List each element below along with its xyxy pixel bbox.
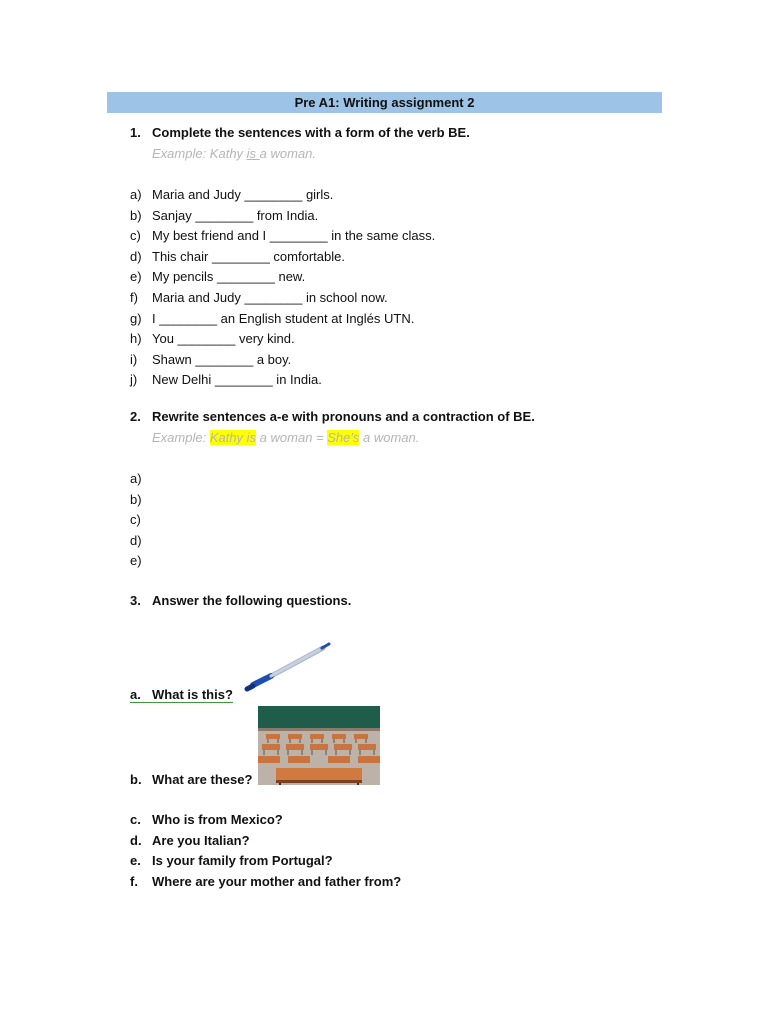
list-item: c) bbox=[130, 512, 141, 528]
list-item: c) My best friend and I ________ in the same class. bbox=[130, 228, 436, 244]
list-item: b) bbox=[130, 491, 142, 507]
question-b: b. What are these? bbox=[130, 772, 253, 787]
list-item: d) This chair ________ comfortable. bbox=[130, 248, 345, 264]
section-2-heading: 2. Rewrite sentences a-e with pronouns and a contraction of BE. bbox=[130, 409, 535, 424]
list-item: b) Sanjay ________ from India. bbox=[130, 207, 319, 223]
section-1-instruction: Complete the sentences with a form of the verb BE. bbox=[152, 125, 470, 140]
section-3-heading: 3. Answer the following questions. bbox=[130, 593, 352, 608]
question-c: c. Who is from Mexico? bbox=[130, 812, 283, 827]
question-f: f. Where are your mother and father from? bbox=[130, 874, 402, 889]
list-item: i) Shawn ________ a boy. bbox=[130, 351, 292, 367]
section-1-heading: 1. Complete the sentences with a form of the verb BE. bbox=[130, 125, 470, 140]
section-2-instruction: Rewrite sentences a-e with pronouns and a contraction of BE. bbox=[152, 409, 535, 424]
classroom-desks-image bbox=[258, 706, 380, 785]
list-item: d) bbox=[130, 532, 142, 548]
section-1-list bbox=[130, 186, 435, 392]
list-item: j) New Delhi ________ in India. bbox=[130, 372, 322, 388]
list-item: e) My pencils ________ new. bbox=[130, 269, 306, 285]
list-item: g) I ________ an English student at Inglés UTN. bbox=[130, 310, 415, 326]
question-a: a. What is this? bbox=[130, 687, 233, 702]
question-e: e. Is your family from Portugal? bbox=[130, 853, 333, 868]
section-2-example: Example: Kathy is a woman = She's a woman. bbox=[152, 430, 420, 445]
page-title: Pre A1: Writing assignment 2 bbox=[107, 92, 662, 113]
list-item: a) bbox=[130, 471, 142, 486]
list-item: a) Maria and Judy ________ girls. bbox=[130, 187, 334, 202]
section-3-instruction: Answer the following questions. bbox=[152, 593, 352, 608]
pen-image bbox=[243, 640, 333, 695]
list-item: e) bbox=[130, 553, 142, 569]
section-2-list bbox=[130, 470, 152, 573]
section-1-example: Example: Kathy is a woman. bbox=[152, 146, 317, 161]
list-item: f) Maria and Judy ________ in school now. bbox=[130, 289, 388, 305]
list-item: h) You ________ very kind. bbox=[130, 331, 295, 347]
question-d: d. Are you Italian? bbox=[130, 833, 250, 848]
